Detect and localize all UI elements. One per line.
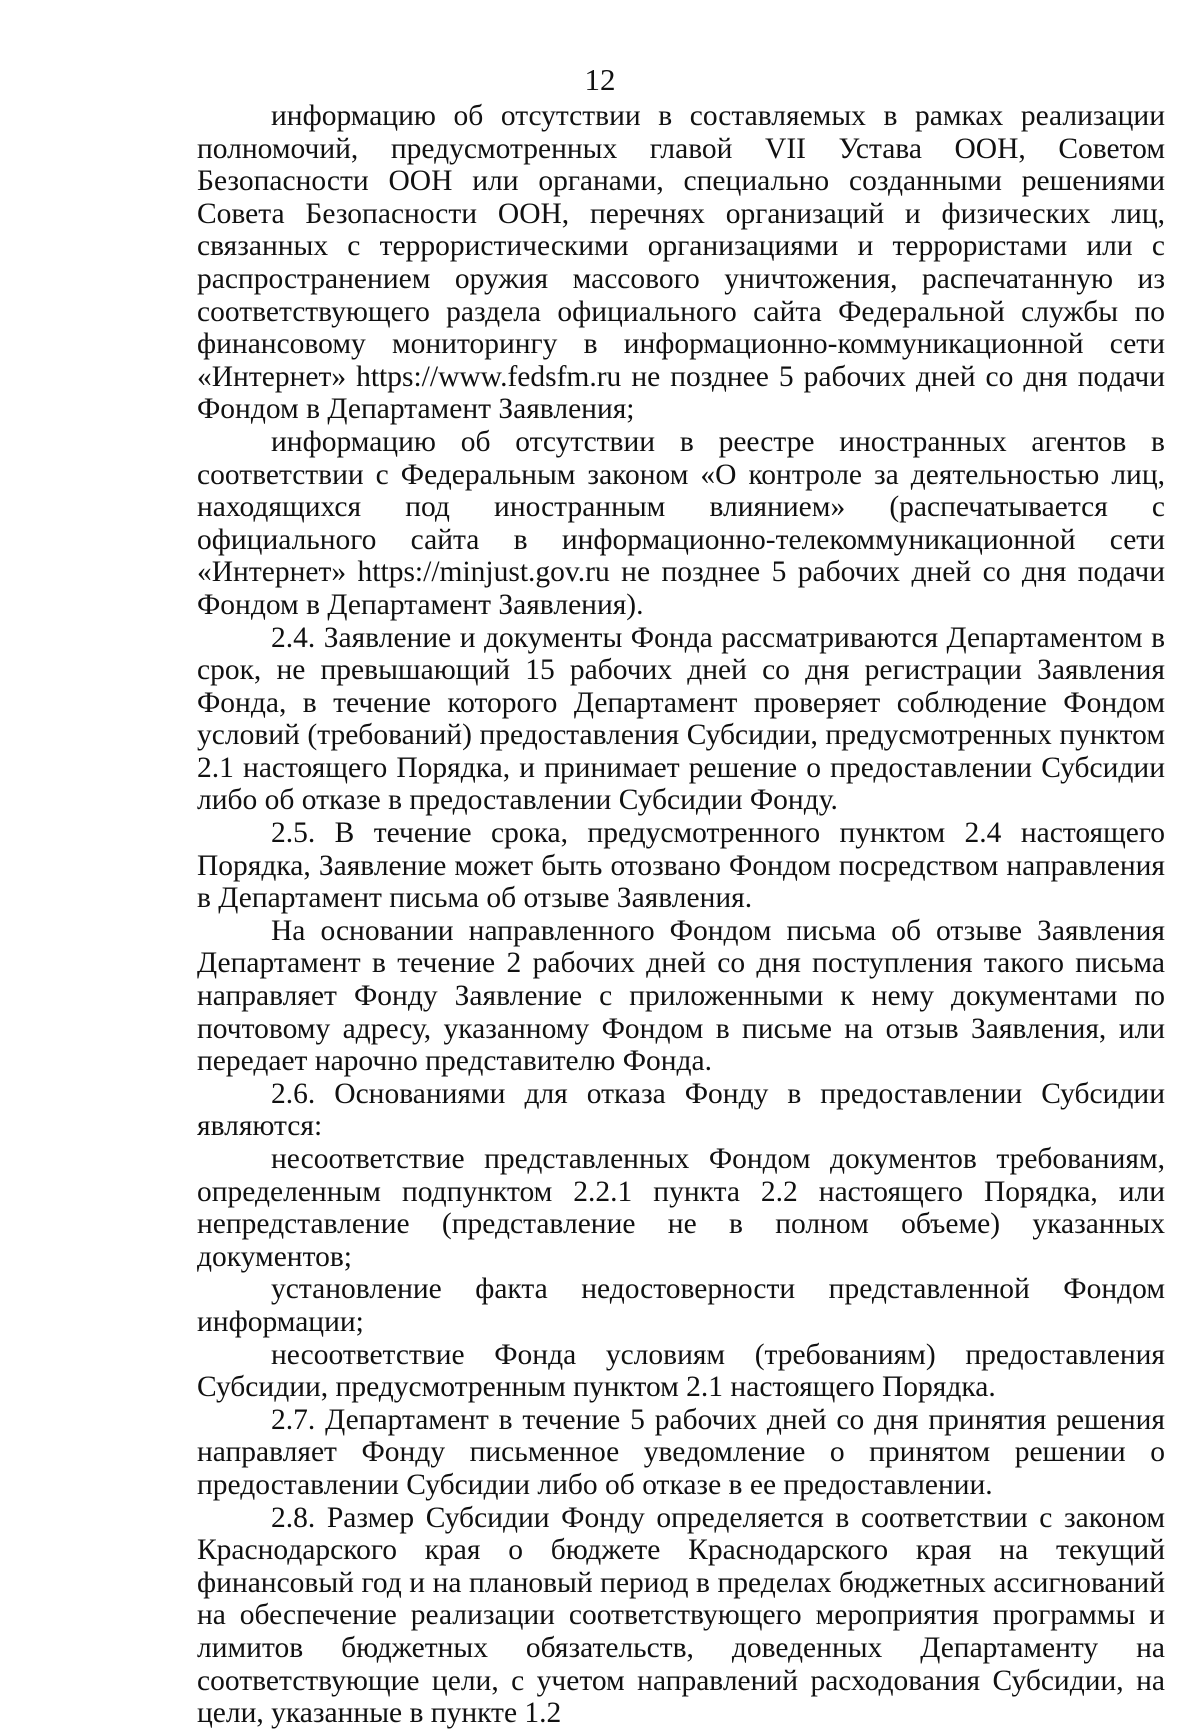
paragraph-refusal-reason-3: несоответствие Фонда условиям (требованиям) предоставления Субсидии, предусмотренным пунктом 2.1 настоящего Порядка. bbox=[197, 1338, 1165, 1404]
paragraph-foreign-agents-info: информацию об отсутствии в реестре иностранных агентов в соответствии с Федеральным законом «О контроле за деятельностью лиц, находящихся под иностранным влиянием» (распечатывается с официального сайта в информационно-телекоммуникационной сети «Интернет» https://minjust.gov.ru не позднее 5 рабочих дней со дня подачи Фондом в Департамент Заявления). bbox=[197, 425, 1165, 621]
page-number: 12 bbox=[584, 62, 616, 97]
paragraph-2-8: 2.8. Размер Субсидии Фонду определяется в соответствии с законом Краснодарского края о бюджете Краснодарского края на текущий финансовый год и на плановый период в пределах бюджетных ассигнований на обеспечение реализации соответствующего мероприятия программы и лимитов бюджетных обязательств, доведенных Департаменту на соответствующие цели, с учетом направлений расходования Субсидии, на цели, указанные в пункте 1.2 bbox=[197, 1501, 1165, 1730]
paragraph-fedsfm-info: информацию об отсутствии в составляемых в рамках реализации полномочий, предусмотренных главой VII Устава ООН, Советом Безопасности ООН или органами, специально созданными решениями Совета Безопасности ООН, перечнях организаций и физических лиц, связанных с террористическими организациями и террористами или с распространением оружия массового уничтожения, распечатанную из соответствующего раздела официального сайта Федеральной службы по финансовому мониторингу в информационно-коммуникационной сети «Интернет» https://www.fedsfm.ru не позднее 5 рабочих дней со дня подачи Фондом в Департамент Заявления; bbox=[197, 100, 1165, 426]
paragraph-2-6: 2.6. Основаниями для отказа Фонду в предоставлении Субсидии являются: bbox=[197, 1077, 1165, 1143]
paragraph-withdrawal: На основании направленного Фондом письма об отзыве Заявления Департамент в течение 2 рабочих дней со дня поступления такого письма направляет Фонду Заявление с приложенными к нему документами по почтовому адресу, указанному Фондом в письме на отзыв Заявления, или передает нарочно представителю Фонда. bbox=[197, 914, 1165, 1078]
paragraph-refusal-reason-2: установление факта недостоверности представленной Фондом информации; bbox=[197, 1273, 1165, 1338]
paragraph-2-5: 2.5. В течение срока, предусмотренного пунктом 2.4 настоящего Порядка, Заявление может быть отозвано Фондом посредством направления в Департамент письма об отзыве Заявления. bbox=[197, 817, 1165, 915]
paragraph-2-4: 2.4. Заявление и документы Фонда рассматриваются Департаментом в срок, не превышающий 15 рабочих дней со дня регистрации Заявления Фонда, в течение которого Департамент проверяет соблюдение Фондом условий (требований) предоставления Субсидии, предусмотренных пунктом 2.1 настоящего Порядка, и принимает решение о предоставлении Субсидии либо об отказе в предоставлении Субсидии Фонду. bbox=[197, 621, 1165, 817]
document-body bbox=[197, 100, 1165, 1730]
paragraph-2-7: 2.7. Департамент в течение 5 рабочих дней со дня принятия решения направляет Фонду письменное уведомление о принятом решении о предоставлении Субсидии либо об отказе в ее предоставлении. bbox=[197, 1403, 1165, 1501]
paragraph-refusal-reason-1: несоответствие представленных Фондом документов требованиям, определенным подпунктом 2.2.1 пункта 2.2 настоящего Порядка, или непредставление (представление не в полном объеме) указанных документов; bbox=[197, 1143, 1165, 1273]
